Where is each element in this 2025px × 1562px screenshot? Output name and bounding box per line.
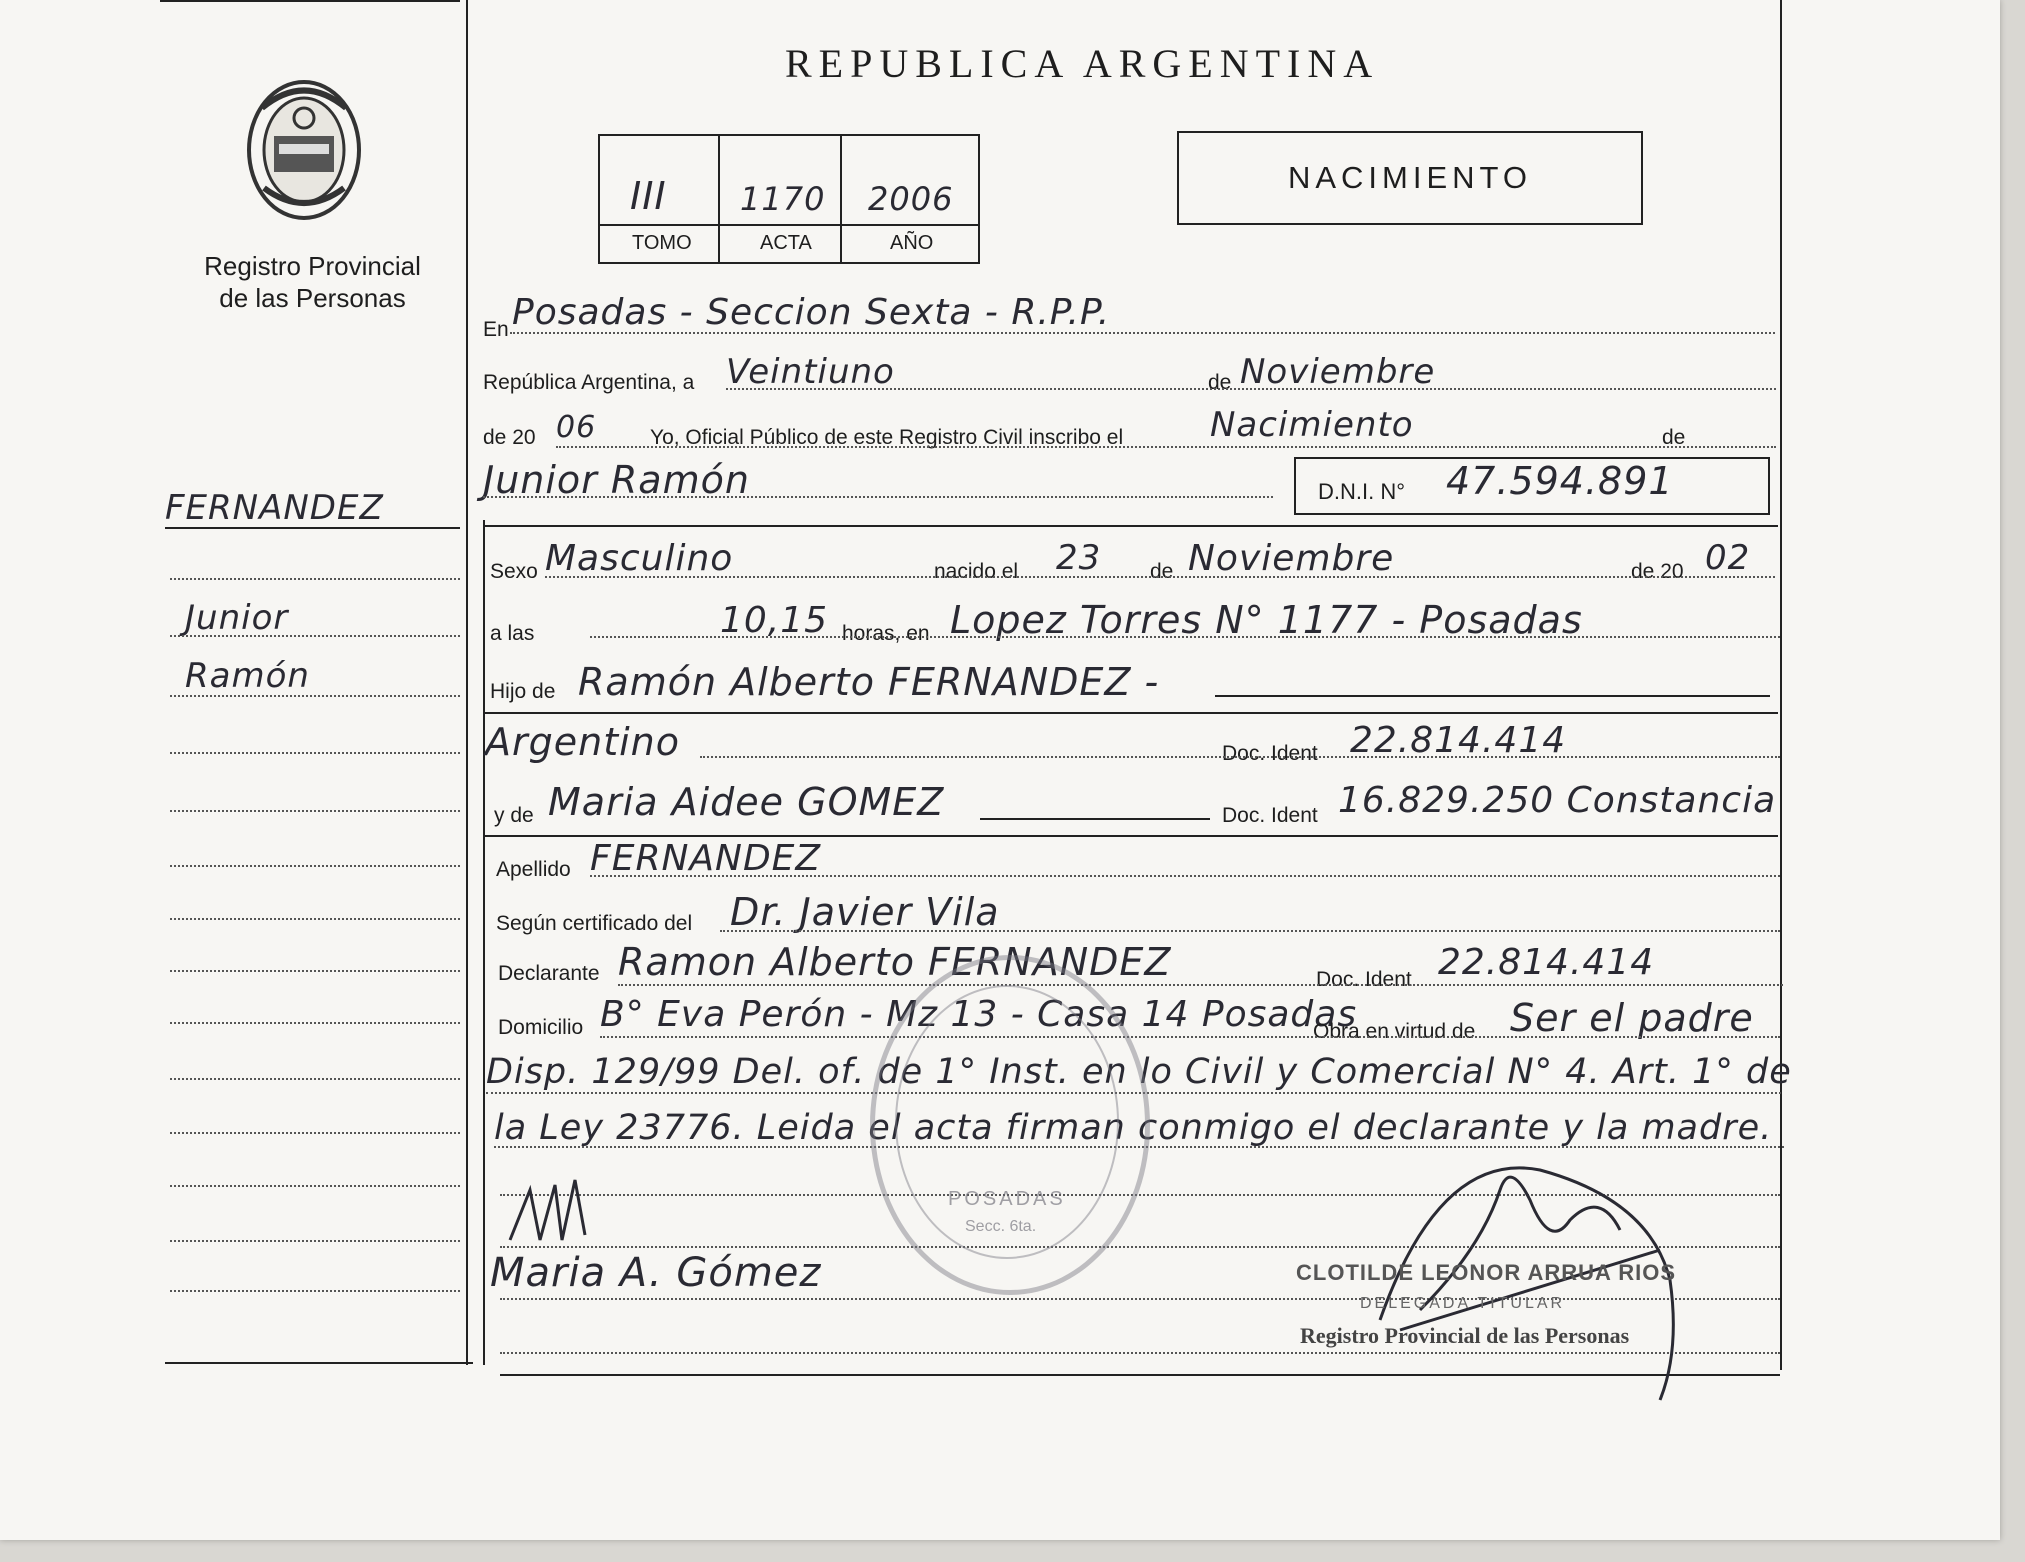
- child-name: Junior Ramón: [483, 458, 750, 502]
- tomo-value: III: [630, 174, 667, 218]
- doc-ident-label-mother: Doc. Ident: [1222, 804, 1318, 827]
- declarante-doc: 22.814.414: [1438, 942, 1655, 983]
- form-line: [556, 446, 1776, 448]
- birth-year-prefix: de 20: [1631, 560, 1684, 583]
- section-rule: [483, 525, 1778, 527]
- dni-box: [1294, 457, 1770, 515]
- doc-ident-label-father: Doc. Ident: [1222, 742, 1318, 765]
- horas-label: horas, en: [842, 622, 930, 645]
- day-words: Veintiuno: [726, 352, 895, 392]
- sexo-label: Sexo: [490, 560, 538, 583]
- nacido-label: nacido el: [934, 560, 1019, 583]
- en-label: En: [483, 318, 509, 341]
- margin-line: [170, 1132, 460, 1134]
- note-line-2: la Ley 23776. Leida el acta firman conmigo el declarante y la madre.: [494, 1108, 1773, 1148]
- margin-line: [170, 1022, 460, 1024]
- birth-time: 10,15: [720, 600, 829, 641]
- domicilio-label: Domicilio: [498, 1016, 584, 1039]
- sexo-value: Masculino: [545, 538, 734, 579]
- form-line: [590, 636, 1780, 638]
- margin-line: [170, 635, 460, 637]
- obra-label: Obra en virtud de: [1313, 1020, 1476, 1043]
- stamp-city: POSADAS: [948, 1188, 1066, 1210]
- margin-line: [170, 1078, 460, 1080]
- dni-label: D.N.I. N°: [1318, 479, 1406, 504]
- dni-value: 47.594.891: [1446, 459, 1674, 503]
- column-divider-inner: [483, 520, 485, 1365]
- acta-value: 1170: [740, 180, 826, 218]
- form-line: [510, 332, 1775, 334]
- birth-day: 23: [1056, 538, 1102, 578]
- section-rule: [483, 835, 1778, 837]
- margin-line: [170, 810, 460, 812]
- form-line: [545, 576, 1775, 578]
- margin-line: [170, 865, 460, 867]
- record-box-divider-2: [840, 136, 842, 262]
- anio-label: AÑO: [890, 232, 934, 254]
- record-box-rule: [600, 224, 978, 226]
- margin-line: [170, 918, 460, 920]
- margin-line: [170, 1290, 460, 1292]
- year-prefix: de 20: [483, 426, 536, 449]
- tomo-label: TOMO: [632, 232, 692, 254]
- margin-bottom-rule: [165, 1362, 473, 1364]
- hijo-label: Hijo de: [490, 680, 556, 703]
- form-line: [1215, 695, 1770, 697]
- stamp-sub: Secc. 6ta.: [965, 1218, 1037, 1235]
- birth-place: Lopez Torres N° 1177 - Posadas: [950, 598, 1583, 642]
- father-doc: 22.814.414: [1350, 720, 1567, 761]
- apellido-label: Apellido: [496, 858, 571, 881]
- birth-year-suffix: 02: [1705, 538, 1751, 578]
- margin-surname: FERNANDEZ: [165, 488, 384, 528]
- registry-line-1: Registro Provincial: [204, 251, 421, 281]
- segun-value: Dr. Javier Vila: [730, 890, 1000, 934]
- mother-signature-mark: [500, 1170, 620, 1250]
- de-label-3: de: [1150, 560, 1174, 583]
- yde-label: y de: [494, 804, 534, 827]
- form-line: [483, 496, 1273, 498]
- segun-label: Según certificado del: [496, 912, 693, 935]
- de-label-2: de: [1662, 426, 1686, 449]
- margin-line: [170, 752, 460, 754]
- margin-name-1: Junior: [185, 598, 289, 638]
- de-label: de: [1208, 371, 1232, 394]
- margin-line: [170, 1185, 460, 1187]
- registry-name: [170, 250, 455, 314]
- oficial-text: Yo, Oficial Público de este Registro Civil inscribo el: [650, 426, 1124, 449]
- acta-label: ACTA: [760, 232, 812, 254]
- mother-name: Maria Aidee GOMEZ: [548, 780, 945, 824]
- mother-doc: 16.829.250 Constancia: [1338, 780, 1777, 821]
- form-line: [590, 875, 1780, 877]
- margin-line: [170, 578, 460, 580]
- margin-line: [170, 695, 460, 697]
- form-right-border: [1780, 0, 1782, 1370]
- official-title: DELEGADA TITULAR: [1360, 1295, 1566, 1312]
- form-line: [700, 756, 1780, 758]
- declarante-label: Declarante: [498, 962, 600, 985]
- document-type-box: [1177, 131, 1643, 225]
- section-rule: [483, 712, 1778, 714]
- form-line: [618, 984, 1783, 986]
- republica-label: República Argentina, a: [483, 371, 695, 394]
- father-nationality: Argentino: [485, 720, 680, 764]
- birth-month: Noviembre: [1188, 538, 1395, 579]
- record-box-divider-1: [718, 136, 720, 262]
- obra-value: Ser el padre: [1510, 996, 1754, 1040]
- domicilio-value: B° Eva Perón - Mz 13 - Casa 14 Posadas: [600, 994, 1358, 1035]
- form-line: [726, 388, 1776, 390]
- margin-top-rule: [160, 0, 460, 2]
- apellido-value: FERNANDEZ: [590, 838, 822, 879]
- margin-line: [170, 1240, 460, 1242]
- margin-name-2: Ramón: [185, 656, 310, 696]
- official-name: CLOTILDE LEONOR ARRUA RIOS: [1296, 1260, 1677, 1285]
- form-line: [720, 930, 1780, 932]
- country-title: REPUBLICA ARGENTINA: [785, 41, 1380, 86]
- note-line-1: Disp. 129/99 Del. of. de 1° Inst. en lo Civil y Comercial N° 4. Art. 1° de: [486, 1052, 1792, 1092]
- anio-value: 2006: [868, 180, 954, 218]
- margin-surname-rule: [165, 527, 460, 529]
- mother-signature: Maria A. Gómez: [490, 1250, 822, 1296]
- official-office: Registro Provincial de las Personas: [1300, 1323, 1630, 1348]
- record-number-box: [598, 134, 980, 264]
- provincial-crest-icon: [244, 78, 364, 223]
- place-value: Posadas - Seccion Sexta - R.P.P.: [512, 292, 1111, 333]
- margin-line: [170, 970, 460, 972]
- declarante-value: Ramon Alberto FERNANDEZ: [618, 940, 1172, 984]
- doc-ident-label-declarante: Doc. Ident: [1316, 968, 1412, 991]
- form-line: [600, 1036, 1780, 1038]
- act-type: Nacimiento: [1210, 405, 1414, 445]
- alas-label: a las: [490, 622, 535, 645]
- father-name: Ramón Alberto FERNANDEZ -: [578, 660, 1160, 704]
- document-type: NACIMIENTO: [1287, 160, 1533, 195]
- registry-line-2: de las Personas: [219, 283, 406, 313]
- month-value: Noviembre: [1240, 352, 1436, 392]
- year-suffix: 06: [556, 410, 597, 445]
- form-line: [980, 818, 1210, 820]
- column-divider: [466, 0, 468, 1365]
